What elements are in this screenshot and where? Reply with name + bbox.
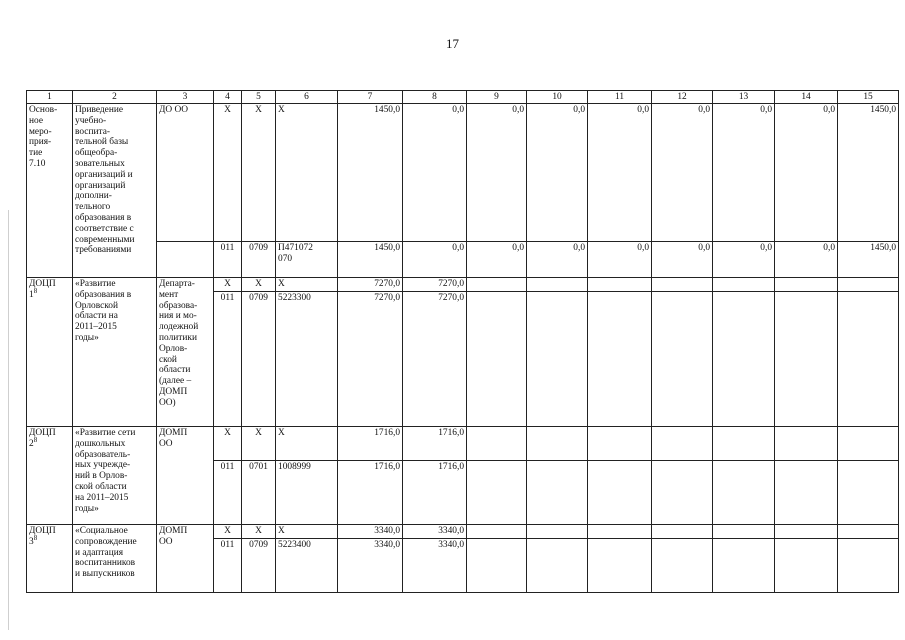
program-code-cell <box>27 278 73 427</box>
value-cell-col-5: X <box>242 427 276 461</box>
table-row <box>27 242 899 278</box>
value-cell-col-12 <box>652 539 713 593</box>
value-cell-col-7: 7270,0 <box>338 278 403 292</box>
value-cell-col-15 <box>838 539 899 593</box>
executor-cell: ДО ОО <box>157 104 214 242</box>
scan-edge-line <box>8 210 9 630</box>
value-cell-col-14 <box>775 525 838 539</box>
value-cell-col-15 <box>838 278 899 292</box>
value-cell-col-10 <box>527 278 588 292</box>
value-cell-col-7: 7270,0 <box>338 292 403 427</box>
page-number: 17 <box>446 36 459 51</box>
value-cell-col-11 <box>588 278 652 292</box>
value-cell-col-14 <box>775 292 838 427</box>
value-cell-col-6: 5223300 <box>276 292 338 427</box>
value-cell-col-7: 1716,0 <box>338 427 403 461</box>
value-cell-col-12 <box>652 461 713 525</box>
value-cell-col-14: 0,0 <box>775 242 838 278</box>
value-cell-col-14 <box>775 539 838 593</box>
value-cell-col-8: 1716,0 <box>403 427 467 461</box>
value-cell-col-7: 3340,0 <box>338 539 403 593</box>
program-code: Основ- ное меро- прия- тие 7.10 <box>29 105 58 169</box>
value-cell-col-5: X <box>242 104 276 242</box>
value-cell-col-6: X <box>276 427 338 461</box>
value-cell-col-10 <box>527 461 588 525</box>
program-name: Приведение учебно- воспита- тельной базы общеобра- зовательных организаций и организаций дополни- тельного образования в соответствие с современными требованиями <box>73 104 157 278</box>
value-cell-col-8: 7270,0 <box>403 292 467 427</box>
column-number-15: 15 <box>838 91 899 104</box>
value-cell-col-4: 011 <box>214 461 242 525</box>
column-number-4: 4 <box>214 91 242 104</box>
column-number-2: 2 <box>73 91 157 104</box>
value-cell-col-4: X <box>214 104 242 242</box>
value-cell-col-5: 0709 <box>242 539 276 593</box>
executor-cell: ДОМП ОО <box>157 427 214 525</box>
value-cell-col-10 <box>527 539 588 593</box>
program-code-cell <box>27 525 73 593</box>
value-cell-col-5: 0701 <box>242 461 276 525</box>
value-cell-col-15 <box>838 525 899 539</box>
value-cell-col-4: 011 <box>214 242 242 278</box>
column-number-12: 12 <box>652 91 713 104</box>
value-cell-col-13 <box>713 427 775 461</box>
value-cell-col-4: 011 <box>214 292 242 427</box>
value-cell-col-6: X <box>276 525 338 539</box>
program-code: ДОЦП 1 <box>29 279 56 300</box>
column-number-8: 8 <box>403 91 467 104</box>
program-code-cell <box>27 427 73 525</box>
value-cell-col-11: 0,0 <box>588 242 652 278</box>
value-cell-col-4: X <box>214 427 242 461</box>
program-code-cell <box>27 104 73 278</box>
table-row <box>27 104 899 242</box>
value-cell-col-5: X <box>242 278 276 292</box>
value-cell-col-11 <box>588 461 652 525</box>
value-cell-col-13 <box>713 525 775 539</box>
value-cell-col-13 <box>713 461 775 525</box>
value-cell-col-5: X <box>242 525 276 539</box>
value-cell-col-8: 3340,0 <box>403 539 467 593</box>
value-cell-col-12 <box>652 292 713 427</box>
value-cell-col-13 <box>713 292 775 427</box>
value-cell-col-15: 1450,0 <box>838 104 899 242</box>
table-row <box>27 525 899 539</box>
budget-table <box>26 90 899 593</box>
value-cell-col-9 <box>467 292 527 427</box>
value-cell-col-12 <box>652 525 713 539</box>
value-cell-col-10 <box>527 292 588 427</box>
value-cell-col-13: 0,0 <box>713 242 775 278</box>
value-cell-col-6: X <box>276 278 338 292</box>
value-cell-col-11 <box>588 427 652 461</box>
column-number-13: 13 <box>713 91 775 104</box>
value-cell-col-11 <box>588 525 652 539</box>
program-name: «Развитие сети дошкольных образователь- ных учрежде- ний в Орлов- ской области на 2011–2015 годы» <box>73 427 157 525</box>
value-cell-col-11 <box>588 539 652 593</box>
value-cell-col-13 <box>713 278 775 292</box>
footnote-marker: 8 <box>33 435 38 444</box>
value-cell-col-6: 5223400 <box>276 539 338 593</box>
value-cell-col-12: 0,0 <box>652 104 713 242</box>
value-cell-col-5: 0709 <box>242 242 276 278</box>
value-cell-col-15: 1450,0 <box>838 242 899 278</box>
value-cell-col-10: 0,0 <box>527 242 588 278</box>
value-cell-col-14 <box>775 427 838 461</box>
program-code: ДОЦП 3 <box>29 526 56 547</box>
column-number-6: 6 <box>276 91 338 104</box>
column-number-row <box>27 91 899 104</box>
value-cell-col-8: 1716,0 <box>403 461 467 525</box>
value-cell-col-13 <box>713 539 775 593</box>
value-cell-col-4: 011 <box>214 539 242 593</box>
value-cell-col-4: X <box>214 525 242 539</box>
footnote-marker: 8 <box>33 286 38 295</box>
column-number-11: 11 <box>588 91 652 104</box>
executor-cell: Департа- мент образова- ния и мо- лодежной политики Орлов- ской области (далее – ДОМП ОО) <box>157 278 214 427</box>
value-cell-col-6: 1008999 <box>276 461 338 525</box>
value-cell-col-6: X <box>276 104 338 242</box>
value-cell-col-8: 0,0 <box>403 104 467 242</box>
executor-cell <box>157 242 214 278</box>
value-cell-col-15 <box>838 292 899 427</box>
value-cell-col-9: 0,0 <box>467 242 527 278</box>
value-cell-col-12 <box>652 278 713 292</box>
program-name: «Социальное сопровождение и адаптация воспитанников и выпускников <box>73 525 157 593</box>
program-name: «Развитие образования в Орловской области на 2011–2015 годы» <box>73 278 157 427</box>
value-cell-col-11 <box>588 292 652 427</box>
value-cell-col-14 <box>775 461 838 525</box>
table-row <box>27 427 899 461</box>
value-cell-col-7: 1450,0 <box>338 104 403 242</box>
value-cell-col-7: 1716,0 <box>338 461 403 525</box>
executor-cell: ДОМП ОО <box>157 525 214 593</box>
value-cell-col-15 <box>838 427 899 461</box>
program-code: ДОЦП 2 <box>29 428 56 449</box>
column-number-9: 9 <box>467 91 527 104</box>
column-number-10: 10 <box>527 91 588 104</box>
value-cell-col-9 <box>467 525 527 539</box>
value-cell-col-10 <box>527 427 588 461</box>
value-cell-col-14 <box>775 278 838 292</box>
value-cell-col-11: 0,0 <box>588 104 652 242</box>
value-cell-col-14: 0,0 <box>775 104 838 242</box>
column-number-14: 14 <box>775 91 838 104</box>
column-number-5: 5 <box>242 91 276 104</box>
value-cell-col-5: 0709 <box>242 292 276 427</box>
value-cell-col-6: П471072 070 <box>276 242 338 278</box>
column-number-3: 3 <box>157 91 214 104</box>
value-cell-col-13: 0,0 <box>713 104 775 242</box>
value-cell-col-8: 3340,0 <box>403 525 467 539</box>
value-cell-col-15 <box>838 461 899 525</box>
value-cell-col-10 <box>527 525 588 539</box>
column-number-1: 1 <box>27 91 73 104</box>
value-cell-col-4: X <box>214 278 242 292</box>
value-cell-col-12 <box>652 427 713 461</box>
value-cell-col-9 <box>467 427 527 461</box>
column-number-7: 7 <box>338 91 403 104</box>
value-cell-col-10: 0,0 <box>527 104 588 242</box>
value-cell-col-12: 0,0 <box>652 242 713 278</box>
footnote-marker: 8 <box>33 533 38 542</box>
value-cell-col-9: 0,0 <box>467 104 527 242</box>
value-cell-col-7: 1450,0 <box>338 242 403 278</box>
value-cell-col-8: 7270,0 <box>403 278 467 292</box>
value-cell-col-8: 0,0 <box>403 242 467 278</box>
value-cell-col-9 <box>467 278 527 292</box>
value-cell-col-7: 3340,0 <box>338 525 403 539</box>
value-cell-col-9 <box>467 539 527 593</box>
value-cell-col-9 <box>467 461 527 525</box>
table-row <box>27 278 899 292</box>
